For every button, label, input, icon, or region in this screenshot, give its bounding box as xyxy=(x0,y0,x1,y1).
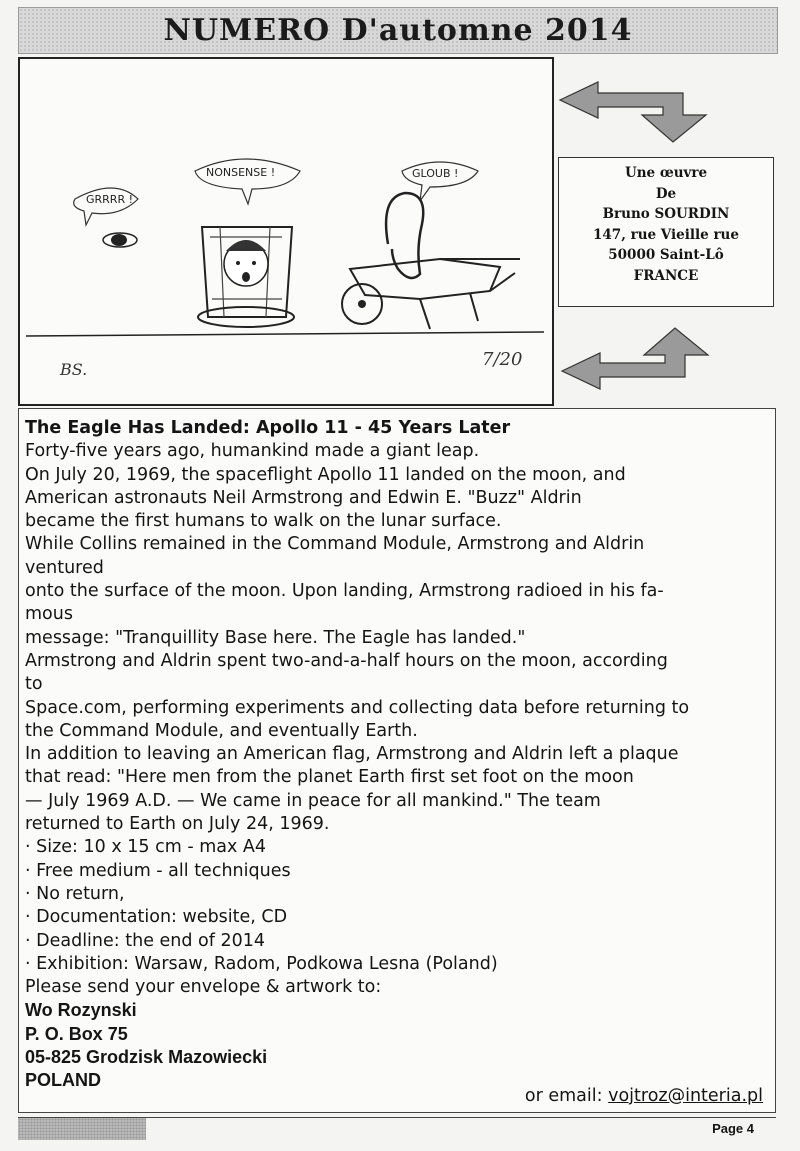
article-line: On July 20, 1969, the spaceflight Apollo 11 landed on the moon, and xyxy=(25,464,626,485)
article-line: American astronauts Neil Armstrong and Edwin E. "Buzz" Aldrin xyxy=(25,487,582,508)
credit-city: 50000 Saint-Lô xyxy=(608,247,724,263)
arrow-left-down-icon xyxy=(558,78,738,146)
page-title: NUMERO D'automne 2014 xyxy=(163,13,633,48)
article-line: to xyxy=(25,674,43,695)
cartoon-drawing xyxy=(20,59,552,404)
bubble-gloub: GLOUB ! xyxy=(412,167,459,180)
bubble-nonsense: NONSENSE ! xyxy=(206,166,276,179)
cartoon-panel xyxy=(18,57,554,406)
article-line: ventured xyxy=(25,557,104,578)
ear-wheelbarrow-figure xyxy=(342,162,520,329)
article-line: In addition to leaving an American flag, Armstrong and Aldrin left a plaque xyxy=(25,744,679,765)
address-line: Wo Rozynski xyxy=(25,1000,137,1021)
email-link[interactable]: vojtroz@interia.pl xyxy=(608,1085,763,1106)
article-line: mous xyxy=(25,604,73,625)
article-line: became the first humans to walk on the lunar surface. xyxy=(25,511,502,532)
credit-street: 147, rue Vieille rue xyxy=(593,226,739,243)
email-label: or email: xyxy=(524,1085,603,1106)
footer-shade xyxy=(18,1118,146,1140)
edition-number: 7/20 xyxy=(482,349,523,370)
eye-figure xyxy=(74,188,138,247)
header-banner xyxy=(18,7,778,54)
article-line: Armstrong and Aldrin spent two-and-a-half hours on the moon, according xyxy=(25,650,668,671)
send-instructions: Please send your envelope & artwork to: xyxy=(25,977,382,998)
artist-signature: BS. xyxy=(60,360,88,379)
address-line: POLAND xyxy=(25,1070,101,1091)
credit-line: Une œuvre xyxy=(624,165,708,181)
bucket-figure xyxy=(195,159,300,327)
article-line: — July 1969 A.D. — We came in peace for all mankind." The team xyxy=(25,790,601,811)
artist-credit-box xyxy=(558,157,774,307)
article-line: returned to Earth on July 24, 1969. xyxy=(25,814,330,835)
page-footer xyxy=(18,1117,776,1140)
article-line: Space.com, performing experiments and collecting data before returning to xyxy=(25,697,690,718)
bullet-item: · Size: 10 x 15 cm - max A4 xyxy=(25,837,266,858)
article-title: The Eagle Has Landed: Apollo 11 - 45 Years Later xyxy=(25,418,511,438)
address-line: 05-825 Grodzisk Mazowiecki xyxy=(25,1047,268,1068)
bubble-grrrr: GRRRR ! xyxy=(86,193,134,206)
article-line: the Command Module, and eventually Earth. xyxy=(25,720,418,741)
email-contact xyxy=(525,1085,763,1108)
bullet-item: · Exhibition: Warsaw, Radom, Podkowa Lesna (Poland) xyxy=(25,953,498,974)
bullet-item: · Deadline: the end of 2014 xyxy=(25,930,266,951)
article-line: message: "Tranquillity Base here. The Eagle has landed." xyxy=(25,627,526,648)
article-line: that read: "Here men from the planet Earth first set foot on the moon xyxy=(25,767,634,788)
article-line: onto the surface of the moon. Upon landing, Armstrong radioed in his fa- xyxy=(25,581,664,602)
bullet-item: · No return, xyxy=(25,883,125,904)
article-line: Forty-five years ago, humankind made a giant leap. xyxy=(25,441,480,462)
credit-line: De xyxy=(655,185,677,202)
credit-artist-name: Bruno SOURDIN xyxy=(602,206,730,222)
page-number: Page 4 xyxy=(712,1121,754,1136)
bullet-item: · Free medium - all techniques xyxy=(25,860,291,881)
credit-country: FRANCE xyxy=(633,267,699,284)
article-line: While Collins remained in the Command Module, Armstrong and Aldrin xyxy=(25,534,645,555)
bullet-item: · Documentation: website, CD xyxy=(25,907,288,928)
article-box xyxy=(18,408,776,1113)
arrow-left-up-icon xyxy=(560,323,740,391)
address-line: P. O. Box 75 xyxy=(25,1023,128,1044)
